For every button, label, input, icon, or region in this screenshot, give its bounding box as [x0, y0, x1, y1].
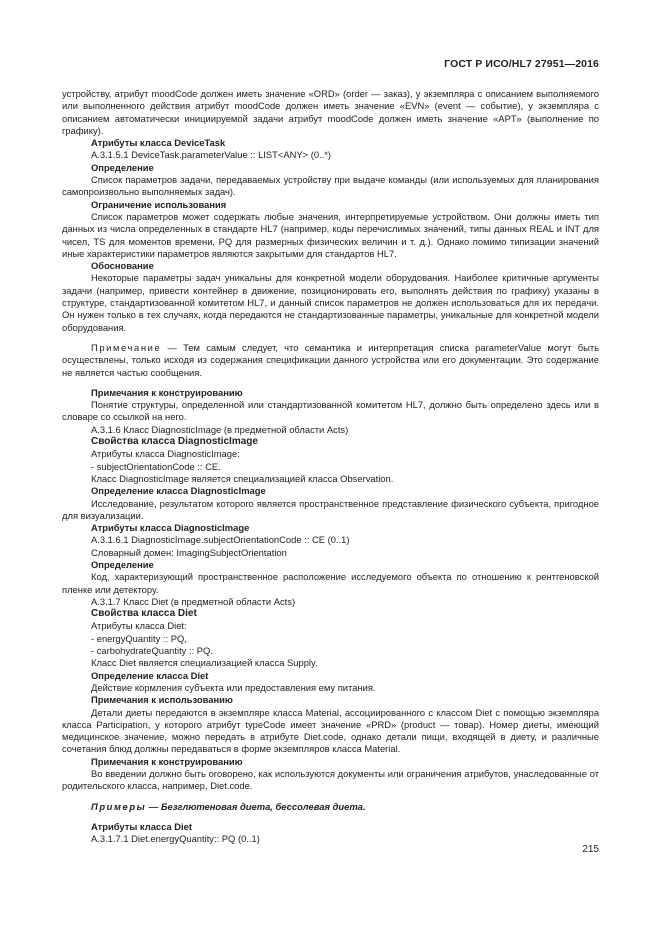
attribute-carbohydratequantity: - carbohydrateQuantity :: PQ.: [91, 645, 213, 657]
note-label: Примечание: [91, 341, 162, 353]
document-header: ГОСТ Р ИСО/HL7 27951—2016: [444, 58, 599, 70]
diagnosticimage-specialization: Класс DiagnosticImage является специализацией класса Observation.: [91, 472, 394, 484]
heading-rationale: Обоснование: [91, 260, 154, 272]
heading-diagnosticimage-properties: Свойства класса DiagnosticImage: [91, 436, 258, 448]
heading-usage-notes: Примечания к использованию: [91, 694, 233, 706]
attribute-diagnosticimage-soc: A.3.1.6.1 DiagnosticImage.subjectOrientationCode :: CE (0..1): [91, 534, 350, 546]
heading-design-notes: Примечания к конструированию: [91, 386, 243, 398]
heading-diet-definition: Определение класса Diet: [91, 669, 209, 681]
note-paragraph: [62, 342, 599, 379]
diet-attributes-label: Атрибуты класса Diet:: [91, 620, 187, 632]
paragraph-diagnosticimage-definition: Исследование, результатом которого является пространственное представление физического субъекта, пригодное для визуализации.: [62, 497, 599, 521]
page-number: 215: [582, 844, 599, 855]
heading-diagnosticimage-definition: Определение класса DiagnosticImage: [91, 485, 266, 497]
heading-diet-attributes: Атрибуты класса Diet: [91, 820, 192, 832]
note-text: — Тем самым следует, что семантика и интерпретация списка parameterValue могут быть осуществлены, только исходя из содержания спецификации данного устройства или его документации. Это содержание не является частью сообщения.: [62, 341, 599, 378]
paragraph-definition: Список параметров задачи, передаваемых устройству при выдаче команды (или используемых для планирования самопроизвольно выполняемых задач).: [62, 174, 599, 198]
attribute-parametervalue: A.3.1.5.1 DeviceTask.parameterValue :: LIST<ANY> (0..*): [91, 149, 332, 161]
paragraph-design-notes: Понятие структуры, определенной или стандартизованной комитетом HL7, должно быть определено здесь или в словаре со ссылкой на него.: [62, 399, 599, 423]
heading-design-notes-2: Примечания к конструированию: [91, 755, 243, 767]
attribute-energyquantity: - energyQuantity :: PQ,: [91, 632, 187, 644]
section-diagnosticimage: A.3.1.6 Класс DiagnosticImage (в предметной области Acts): [91, 423, 349, 435]
heading-diet-properties: Свойства класса Diet: [91, 608, 197, 620]
paragraph-definition-2: Код, характеризующий пространственное расположение исследуемого объекта по отношению к рентгеновской пленке или детектору.: [62, 571, 599, 595]
heading-definition-2: Определение: [91, 558, 154, 570]
attribute-diet-energyquantity: A.3.1.7.1 Diet.energyQuantity:: PQ (0..1): [91, 833, 260, 845]
diet-specialization: Класс Diet является специализацией класса Supply.: [91, 657, 318, 669]
paragraph-usage-notes: Детали диеты передаются в экземпляре класса Material, ассоциированного с классом Diet с помощью экземпляра класса Participation, у которого атрибут typeCode имеет значение «PRD» (product — товар). Номер диеты, имеющий медицинское значение, можно передать в атрибуте Diet.code, однако детали пищи, входящей в диету, и различные сочетания блюд должны передаваться в форме экземпляров класса Material.: [62, 706, 599, 755]
heading-diagnosticimage-attributes: Атрибуты класса DiagnosticImage: [91, 522, 250, 534]
page-body: [62, 88, 599, 846]
paragraph-diet-definition: Действие кормления субъекта или предоставления ему питания.: [91, 681, 376, 693]
heading-devicetask-attributes: Атрибуты класса DeviceTask: [91, 137, 226, 149]
paragraph-moodcode: устройству, атрибут moodCode должен иметь значение «ORD» (order — заказ), у экземпляра с описанием выполняемого или выполненного действия атрибут moodCode должен иметь значение «EVN» (event — событие), у экземпляра с описанием автоматически инициируемой задачи атрибут moodCode должен иметь значение «APT» (выполнение по графику).: [62, 88, 599, 136]
examples-text: — Безглютеновая диета, бессолевая диета.: [146, 800, 366, 812]
heading-definition: Определение: [91, 161, 154, 173]
paragraph-rationale: Некоторые параметры задач уникальны для конкретной модели оборудования. Наиболее критичные аргументы задачи (например, привести контейнер в движение, позиционировать его, выполнять действия по графику) указаны в структуре, стандартизованной комитетом HL7, и данный список параметров не должен использоваться для их передачи. Он нужен только в тех случаях, когда передаются не стандартизованные параметры, уникальные для конкретной модели оборудования.: [62, 272, 599, 333]
vocabulary-domain: Словарный домен: ImagingSubjectOrientation: [91, 546, 287, 558]
attribute-subjectorientationcode: - subjectOrientationCode :: CE.: [91, 460, 221, 472]
diagnosticimage-attributes-label: Атрибуты класса DiagnosticImage:: [91, 448, 240, 460]
examples-paragraph: [62, 801, 599, 813]
paragraph-design-notes-2: Во введении должно быть оговорено, как используются документы или ограничения атрибутов, унаследованные от родительского класса, например, Diet.code.: [62, 768, 599, 792]
examples-label: Примеры: [91, 800, 147, 812]
heading-usage-restriction: Ограничение использования: [91, 198, 227, 210]
section-diet: A.3.1.7 Класс Diet (в предметной области Acts): [91, 595, 296, 607]
paragraph-usage-restriction: Список параметров может содержать любые значения, интерпретируемые устройством. Они должны иметь тип данных из числа определенных в стандарте HL7 (например, коды перечислимых значений, типы данных REAL и INT для чисел, TS для моментов времени, PQ для размерных физических величин и т. д.). Однако помимо типизации значений иные характеристики параметров являются закрытыми для стандартов HL7.: [62, 210, 599, 259]
